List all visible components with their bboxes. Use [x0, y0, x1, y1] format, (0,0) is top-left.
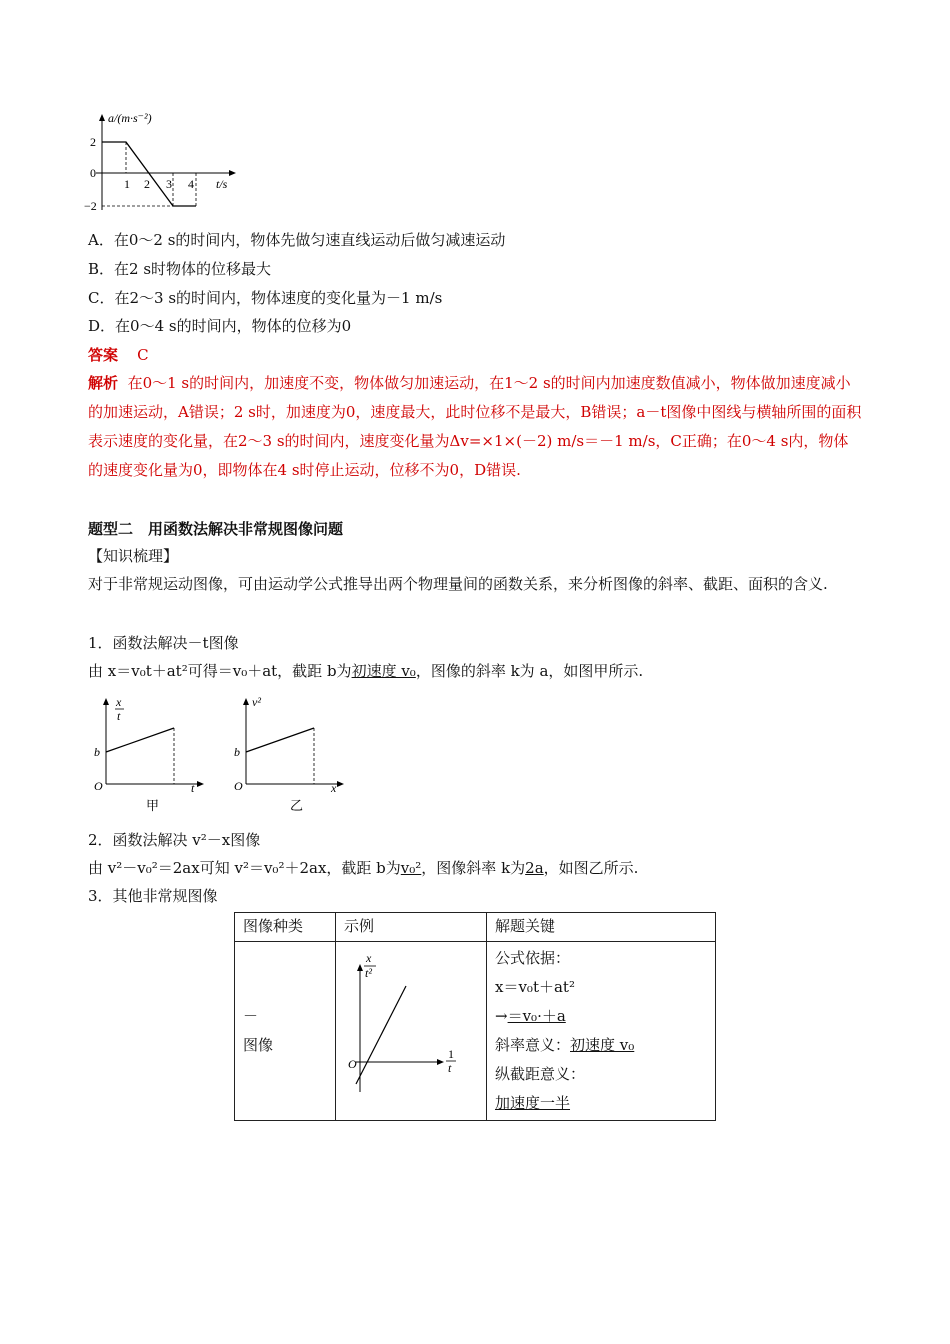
example-xlabel-den: t: [448, 1061, 452, 1075]
graph-xtick-4: 4: [188, 177, 194, 191]
key-arrow: →: [495, 1007, 508, 1025]
table-header-example: 示例: [336, 913, 487, 942]
graph-jia-xlabel: t: [191, 781, 195, 795]
analysis-text: 在0～1 s的时间内，加速度不变，物体做匀加速运动，在1～2 s的时间内加速度数值减小，物体做加速度减小的加速运动，A错误；2 s时，加速度为0，速度最大，此时位移不是最大，B错误；a－t图像中图线与横轴所围的面积表示速度的变化量，在2～3 s的时间内，速度变化量为Δv=×1×(－2) m/s＝－1 m/s，C正确；在0～4 s内，物体的速度变化量为0，即物体在4 s时停止运动，位移不为0，D错误.: [88, 374, 862, 479]
graph-xtick-2: 2: [144, 177, 150, 191]
example-xlabel-num: 1: [448, 1047, 454, 1061]
item2-heading: 2．函数法解决 v²－x图像: [88, 831, 261, 849]
item2-line: [88, 857, 638, 879]
item2-pre: 由 v²－v₀²＝2ax可知 v²＝v₀²＋2ax，截距 b为: [88, 859, 401, 877]
key-slope-line: [495, 1031, 707, 1060]
acceleration-time-graph: [84, 110, 264, 220]
example-ylabel-num: x: [366, 951, 372, 965]
key-intercept-label: 纵截距意义：: [495, 1065, 586, 1083]
answer-label: 答案: [88, 346, 119, 364]
graph-yi-xlabel: x: [331, 781, 337, 795]
item1-underlined: 初速度 v₀: [351, 662, 416, 680]
key-derived-formula: ＝v₀·＋a: [507, 1007, 566, 1025]
table-header-type: 图像种类: [235, 913, 336, 942]
graph-ylabel: a/(m·s⁻²): [108, 111, 152, 125]
item2-underlined-1: v₀²: [400, 859, 422, 877]
example-graph: [336, 942, 486, 1112]
graph-yi-ylabel: v²: [252, 695, 261, 709]
section-title: 题型二 用函数法解决非常规图像问题: [88, 520, 344, 538]
table-type-line2: 图像: [243, 1036, 274, 1054]
item2-post: ，如图乙所示.: [543, 859, 639, 877]
table-header-key: 解题关键: [487, 913, 716, 942]
table-cell-key: [487, 942, 716, 1121]
answer-value: C: [137, 346, 149, 364]
table-row: [235, 942, 716, 1121]
option-a: A．在0～2 s的时间内，物体先做匀速直线运动后做匀减速运动: [88, 231, 506, 249]
option-d: D．在0～4 s的时间内，物体的位移为0: [88, 317, 352, 335]
table-cell-example: [336, 942, 487, 1121]
answer-line: [88, 344, 149, 366]
knowledge-table: [234, 912, 716, 1121]
key-formula-basis: 公式依据：: [495, 949, 571, 967]
graph-jia-b: b: [94, 745, 100, 759]
item2-mid: ，图像斜率 k为: [421, 859, 526, 877]
graph-jia: [88, 692, 208, 814]
option-c: C．在2～3 s的时间内，物体速度的变化量为－1 m/s: [88, 289, 443, 307]
item1-heading: 1．函数法解决－t图像: [88, 634, 239, 652]
example-origin: O: [348, 1057, 357, 1071]
option-b: B．在2 s时物体的位移最大: [88, 260, 272, 278]
graph-yi: [228, 692, 348, 814]
key-slope-value: 初速度 v₀: [570, 1036, 635, 1054]
item2-underlined-2: 2a: [525, 859, 544, 877]
graph-yi-caption: 乙: [290, 798, 304, 813]
key-derived: [495, 1002, 707, 1031]
item1-line: [88, 660, 643, 682]
graph-jia-ylabel-den: t: [117, 709, 121, 723]
graph-yi-b: b: [234, 745, 240, 759]
graph-ytick-neg2: −2: [84, 199, 97, 213]
graph-xlabel: t/s: [216, 177, 228, 191]
graph-jia-ylabel-num: x: [116, 695, 122, 709]
graph-ytick-0: 0: [90, 166, 96, 180]
key-formula: x＝v₀t＋at²: [495, 978, 575, 996]
graph-xtick-3: 3: [166, 177, 172, 191]
example-ylabel-den: t²: [365, 966, 372, 980]
graph-jia-caption: 甲: [146, 798, 160, 813]
item1-pre: 由 x＝v₀t＋at²可得＝v₀＋at，截距 b为: [88, 662, 352, 680]
item1-post: ，图像的斜率 k为 a，如图甲所示.: [415, 662, 644, 680]
key-slope-label: 斜率意义：: [495, 1036, 571, 1054]
graph-xtick-1: 1: [124, 177, 130, 191]
table-header-row: [235, 913, 716, 942]
table-cell-type: [235, 942, 336, 1121]
analysis-label: 解析: [88, 374, 119, 392]
graph-ytick-2: 2: [90, 135, 96, 149]
analysis-block: [88, 369, 863, 485]
intro-paragraph: 对于非常规运动图像，可由运动学公式推导出两个物理量间的函数关系，来分析图像的斜率、截距、面积的含义.: [88, 575, 828, 593]
table-type-line1: －: [243, 1007, 259, 1025]
item3-heading: 3．其他非常规图像: [88, 887, 218, 905]
knowledge-tag: 【知识梳理】: [88, 547, 179, 565]
key-intercept-value: 加速度一半: [495, 1094, 571, 1112]
graph-yi-origin: O: [234, 779, 243, 793]
graph-jia-origin: O: [94, 779, 103, 793]
